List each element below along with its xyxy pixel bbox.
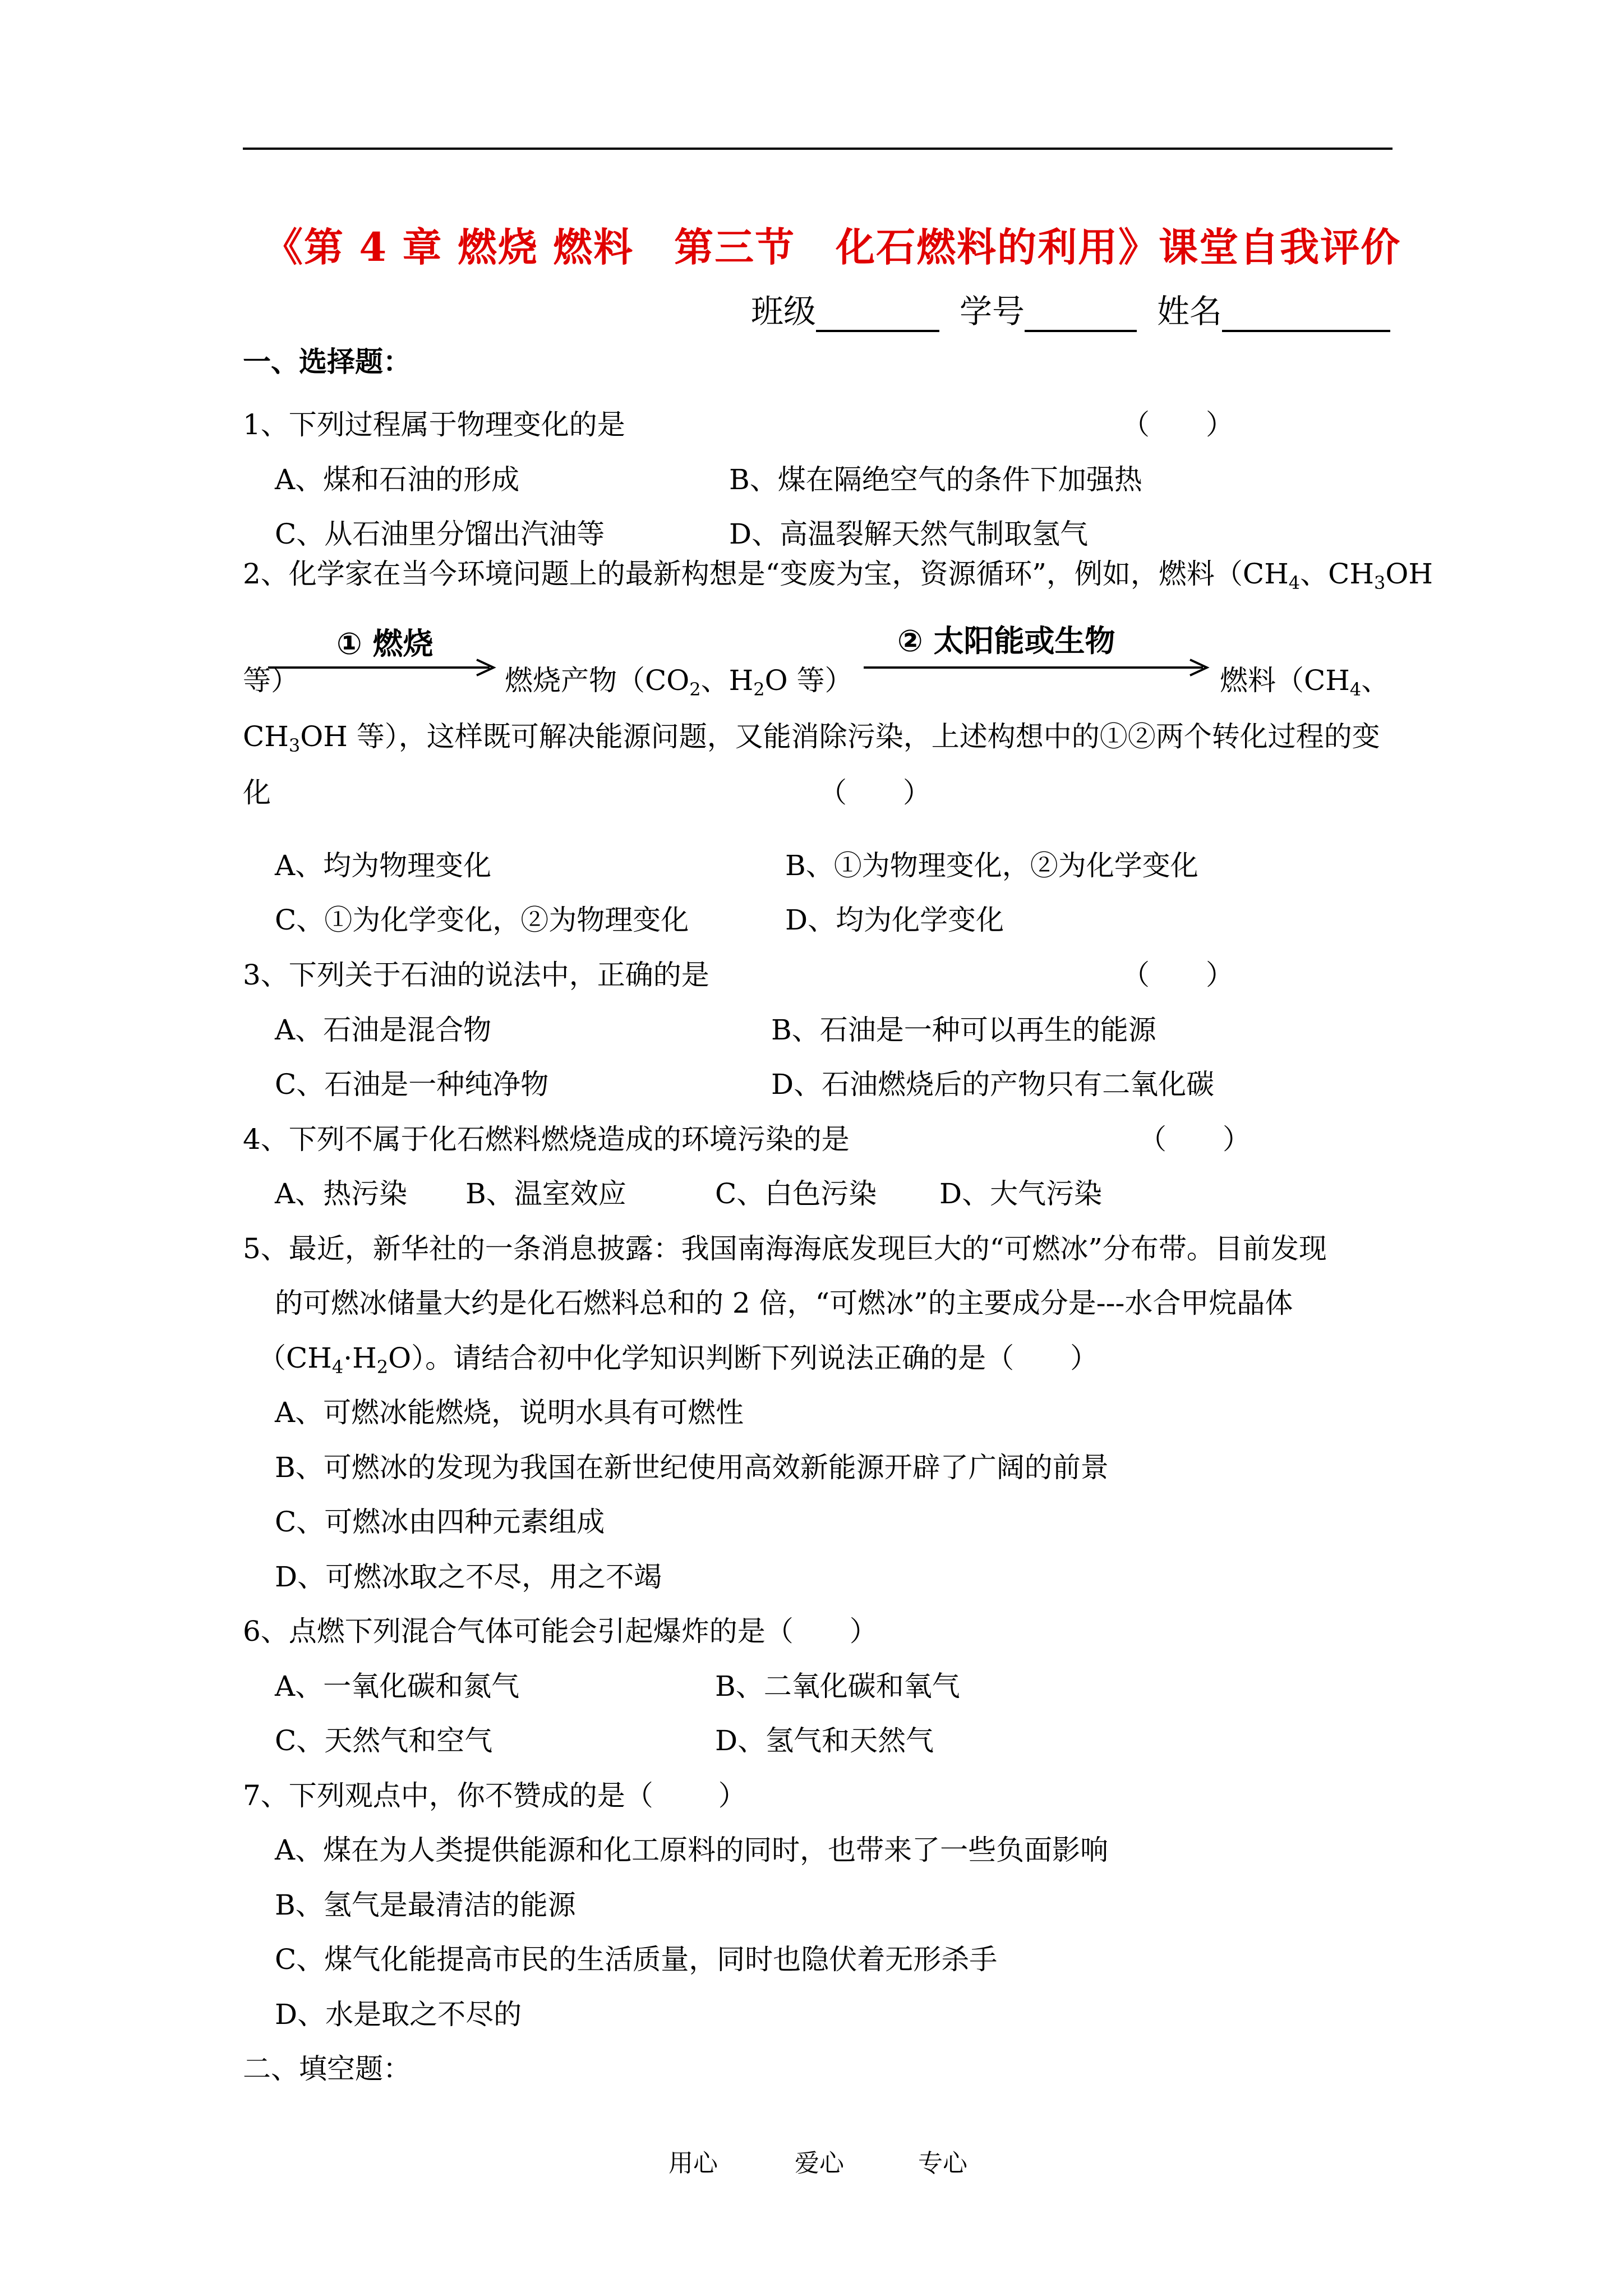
q5-stem-line3	[258, 1341, 1099, 1378]
q2-answer-paren[interactable]: （ ）	[819, 776, 931, 809]
q7-option-b: B、氢气是最清洁的能源	[275, 1889, 576, 1921]
footer-text-3: 专心	[918, 2149, 967, 2178]
arrow2-icon	[864, 656, 1211, 679]
q6-stem: 6、点燃下列混合气体可能会引起爆炸的是（ ）	[243, 1615, 878, 1648]
header-rule	[243, 148, 1393, 150]
q1-answer-paren[interactable]: （ ）	[1122, 408, 1234, 441]
student-info-line	[751, 285, 1390, 332]
q5-option-b: B、可燃冰的发现为我国在新世纪使用高效新能源开辟了广阔的前景	[275, 1451, 1109, 1484]
subscript: 2	[753, 679, 765, 700]
q4-option-b: B、温室效应	[465, 1177, 626, 1210]
q2-line2-end	[1220, 664, 1390, 700]
q2-option-c: C、①为化学变化，②为物理变化	[275, 904, 689, 936]
subscript: 3	[288, 735, 301, 756]
q5-option-d: D、可燃冰取之不尽，用之不竭	[275, 1561, 662, 1593]
q2-option-b: B、①为物理变化，②为化学变化	[785, 849, 1198, 882]
q2-stem-text: 、CH	[1300, 558, 1375, 590]
name-field[interactable]	[1222, 301, 1390, 332]
q1-option-b: B、煤在隔绝空气的条件下加强热	[729, 463, 1142, 496]
q1-option-a: A、煤和石油的形成	[275, 463, 520, 496]
q4-option-a: A、热污染	[275, 1177, 408, 1210]
q4-option-d: D、大气污染	[939, 1177, 1103, 1210]
q6-option-d: D、氢气和天然气	[715, 1724, 934, 1757]
q2-option-d: D、均为化学变化	[785, 904, 1004, 936]
q6-option-a: A、一氧化碳和氮气	[275, 1670, 520, 1703]
q2-option-a: A、均为物理变化	[275, 849, 492, 882]
q5-stem-line1: 5、最近，新华社的一条消息披露：我国南海海底发现巨大的“可燃冰”分布带。目前发现	[243, 1232, 1327, 1265]
number-field[interactable]	[1025, 301, 1137, 332]
q7-option-c: C、煤气化能提高市民的生活质量，同时也隐伏着无形杀手	[275, 1943, 998, 1976]
q5-option-c: C、可燃冰由四种元素组成	[275, 1506, 605, 1538]
page-title: 《第 4 章 燃烧 燃料 第三节 化石燃料的利用》课堂自我评价	[264, 224, 1401, 270]
q2-stem-text: OH	[1385, 558, 1433, 590]
arrow1-label: ① 燃烧	[336, 626, 434, 661]
q3-option-a: A、石油是混合物	[275, 1014, 492, 1046]
name-label: 姓名	[1156, 292, 1222, 330]
q2-line2-start: 等）	[243, 664, 299, 697]
q2-line3	[243, 720, 1380, 756]
q5-stem-line2: 的可燃冰储量大约是化石燃料总和的 2 倍，“可燃冰”的主要成分是---水合甲烷晶体	[275, 1287, 1293, 1319]
q2-text: CH	[243, 720, 289, 753]
q2-stem-line1	[243, 557, 1433, 591]
class-field[interactable]	[816, 301, 939, 332]
q2-text: 、H	[700, 664, 754, 697]
q1-option-c: C、从石油里分馏出汽油等	[275, 518, 605, 550]
subscript: 4	[331, 1356, 344, 1378]
subscript: 2	[376, 1356, 389, 1378]
q3-option-b: B、石油是一种可以再生的能源	[771, 1014, 1156, 1046]
q5-text: ·H	[343, 1342, 377, 1374]
q5-option-a: A、可燃冰能燃烧，说明水具有可燃性	[275, 1396, 744, 1429]
arrow2-label: ② 太阳能或生物	[897, 623, 1115, 659]
q3-option-c: C、石油是一种纯净物	[275, 1068, 549, 1101]
q4-option-c: C、白色污染	[715, 1177, 877, 1210]
q1-stem: 1、下列过程属于物理变化的是	[243, 408, 625, 441]
q2-line2-mid	[505, 664, 853, 700]
q3-stem: 3、下列关于石油的说法中，正确的是	[243, 959, 709, 991]
q7-option-a: A、煤在为人类提供能源和化工原料的同时，也带来了一些负面影响	[275, 1834, 1109, 1866]
q5-text: O）。请结合初中化学知识判断下列说法正确的是（ ）	[388, 1342, 1099, 1374]
q7-option-d: D、水是取之不尽的	[275, 1998, 522, 2031]
arrow1-icon	[268, 656, 498, 679]
footer-text-1: 用心	[668, 2149, 718, 2178]
q6-option-c: C、天然气和空气	[275, 1724, 493, 1757]
q2-text: OH 等），这样既可解决能源问题，又能消除污染，上述构想中的①②两个转化过程的变	[300, 720, 1380, 753]
footer-text-2: 爱心	[795, 2149, 844, 2178]
q2-text: 燃料（CH	[1220, 664, 1350, 697]
section-heading-fill: 二、填空题：	[243, 2053, 411, 2085]
q2-line4: 化	[243, 776, 271, 809]
subscript: 4	[1288, 572, 1301, 593]
q3-option-d: D、石油燃烧后的产物只有二氧化碳	[771, 1068, 1215, 1101]
q7-stem: 7、下列观点中，你不赞成的是（ ）	[243, 1779, 746, 1812]
subscript: 4	[1349, 679, 1362, 700]
q3-answer-paren[interactable]: （ ）	[1122, 959, 1234, 991]
q6-option-b: B、二氧化碳和氧气	[715, 1670, 960, 1703]
class-label: 班级	[750, 292, 816, 330]
q2-stem-text: 2、化学家在当今环境问题上的最新构想是“变废为宝，资源循环”，例如，燃料（CH	[243, 558, 1289, 590]
q4-answer-paren[interactable]: （ ）	[1138, 1123, 1251, 1156]
q2-text: O 等）	[764, 664, 853, 697]
q1-option-d: D、高温裂解天然气制取氢气	[729, 518, 1089, 550]
subscript: 2	[689, 679, 701, 700]
q4-stem: 4、下列不属于化石燃料燃烧造成的环境污染的是	[243, 1123, 850, 1156]
section-heading-choice: 一、选择题：	[243, 345, 411, 378]
subscript: 3	[1374, 572, 1386, 593]
q2-text: 、	[1361, 664, 1390, 697]
q5-text: （CH	[258, 1342, 332, 1374]
number-label: 学号	[959, 292, 1025, 330]
q2-text: 燃烧产物（CO	[505, 664, 690, 697]
